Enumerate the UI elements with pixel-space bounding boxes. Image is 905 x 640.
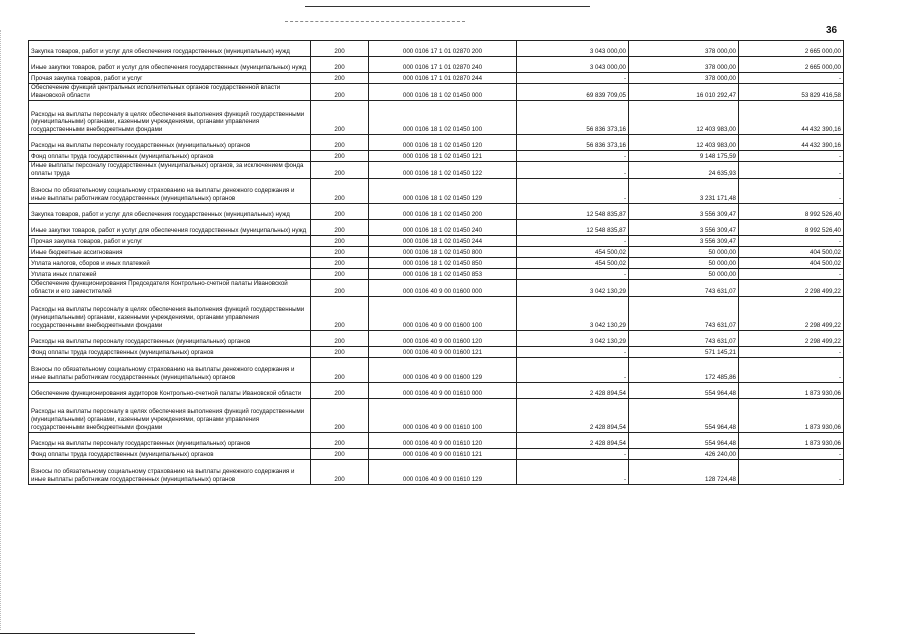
row-executed-amount: 3 556 309,47 [629, 204, 739, 220]
row-name: Фонд оплаты труда государственных (муниципальных) органов [29, 448, 311, 459]
row-approved-amount: 3 043 000,00 [517, 57, 629, 73]
row-approved-amount: - [517, 459, 629, 484]
row-line-code: 200 [311, 258, 369, 269]
row-approved-amount: - [517, 179, 629, 204]
row-classification-code: 000 0106 18 1 02 01450 850 [369, 258, 517, 269]
budget-execution-table [28, 40, 844, 485]
row-approved-amount: 3 042 130,29 [517, 280, 629, 297]
table-row [29, 398, 844, 432]
header-rule [305, 6, 590, 7]
row-remaining-amount: 1 873 930,06 [739, 382, 844, 398]
row-name: Иные закупки товаров, работ и услуг для обеспечения государственных (муниципальных) нужд [29, 220, 311, 236]
row-line-code: 200 [311, 280, 369, 297]
row-name: Фонд оплаты труда государственных (муниципальных) органов [29, 151, 311, 162]
row-executed-amount: 3 556 309,47 [629, 220, 739, 236]
row-remaining-amount: 44 432 390,16 [739, 101, 844, 135]
row-executed-amount: 743 631,07 [629, 330, 739, 346]
row-classification-code: 000 0106 18 1 02 01450 121 [369, 151, 517, 162]
row-line-code: 200 [311, 346, 369, 357]
row-name: Уплата иных платежей [29, 269, 311, 280]
table-row [29, 220, 844, 236]
row-approved-amount: 3 042 130,29 [517, 330, 629, 346]
row-executed-amount: 743 631,07 [629, 296, 739, 330]
row-classification-code: 000 0106 18 1 02 01450 122 [369, 162, 517, 179]
row-approved-amount: 3 043 000,00 [517, 41, 629, 57]
row-approved-amount: - [517, 162, 629, 179]
row-line-code: 200 [311, 236, 369, 247]
row-name: Расходы на выплаты персоналу в целях обеспечения выполнения функций государственными (муниципальными) органами, казенными учреждениями, органами управления государственными внебюджетными фондами [29, 296, 311, 330]
row-executed-amount: 50 000,00 [629, 258, 739, 269]
row-name: Обеспечение функций центральных исполнительных органов государственной власти Ивановской области [29, 84, 311, 101]
row-name: Иные выплаты персоналу государственных (муниципальных) органов, за исключением фонда оплаты труда [29, 162, 311, 179]
row-classification-code: 000 0106 40 9 00 01600 120 [369, 330, 517, 346]
table-body [29, 41, 844, 485]
table-row [29, 258, 844, 269]
row-remaining-amount: - [739, 162, 844, 179]
row-executed-amount: 3 556 309,47 [629, 236, 739, 247]
table-row [29, 247, 844, 258]
row-line-code: 200 [311, 398, 369, 432]
row-classification-code: 000 0106 18 1 02 01450 240 [369, 220, 517, 236]
row-remaining-amount: - [739, 179, 844, 204]
row-classification-code: 000 0106 18 1 02 01450 100 [369, 101, 517, 135]
binding-margin [0, 30, 7, 630]
row-remaining-amount: 2 298 499,22 [739, 330, 844, 346]
row-classification-code: 000 0106 40 9 00 01600 000 [369, 280, 517, 297]
row-executed-amount: 12 403 983,00 [629, 101, 739, 135]
row-approved-amount: - [517, 151, 629, 162]
row-executed-amount: 554 964,48 [629, 382, 739, 398]
row-classification-code: 000 0106 40 9 00 01610 000 [369, 382, 517, 398]
table-row [29, 101, 844, 135]
row-line-code: 200 [311, 135, 369, 151]
row-remaining-amount: 2 665 000,00 [739, 41, 844, 57]
row-line-code: 200 [311, 459, 369, 484]
row-line-code: 200 [311, 151, 369, 162]
row-executed-amount: 16 010 292,47 [629, 84, 739, 101]
row-executed-amount: 378 000,00 [629, 57, 739, 73]
row-executed-amount: 3 231 171,48 [629, 179, 739, 204]
row-line-code: 200 [311, 296, 369, 330]
row-name: Фонд оплаты труда государственных (муниципальных) органов [29, 346, 311, 357]
row-remaining-amount: - [739, 73, 844, 84]
row-line-code: 200 [311, 330, 369, 346]
table-row [29, 236, 844, 247]
row-executed-amount: 554 964,48 [629, 398, 739, 432]
table-row [29, 162, 844, 179]
row-classification-code: 000 0106 18 1 02 01450 200 [369, 204, 517, 220]
row-name: Взносы по обязательному социальному страхованию на выплаты денежного содержания и иные выплаты работникам государственных (муниципальных) органов [29, 459, 311, 484]
table-row [29, 151, 844, 162]
row-line-code: 200 [311, 448, 369, 459]
row-classification-code: 000 0106 40 9 00 01600 100 [369, 296, 517, 330]
table-row [29, 346, 844, 357]
row-name: Закупка товаров, работ и услуг для обеспечения государственных (муниципальных) нужд [29, 41, 311, 57]
row-executed-amount: 743 631,07 [629, 280, 739, 297]
row-remaining-amount: 53 829 416,58 [739, 84, 844, 101]
row-approved-amount: 2 428 894,54 [517, 382, 629, 398]
row-classification-code: 000 0106 40 9 00 01600 121 [369, 346, 517, 357]
row-name: Расходы на выплаты персоналу государственных (муниципальных) органов [29, 330, 311, 346]
row-classification-code: 000 0106 18 1 02 01450 800 [369, 247, 517, 258]
row-approved-amount: - [517, 236, 629, 247]
row-classification-code: 000 0106 18 1 02 01450 000 [369, 84, 517, 101]
row-classification-code: 000 0106 17 1 01 02870 240 [369, 57, 517, 73]
row-approved-amount: 69 839 709,05 [517, 84, 629, 101]
row-approved-amount: - [517, 346, 629, 357]
row-line-code: 200 [311, 73, 369, 84]
row-approved-amount: - [517, 357, 629, 382]
row-name: Закупка товаров, работ и услуг для обеспечения государственных (муниципальных) нужд [29, 204, 311, 220]
row-name: Расходы на выплаты персоналу государственных (муниципальных) органов [29, 432, 311, 448]
row-remaining-amount: 404 500,02 [739, 258, 844, 269]
row-executed-amount: 172 485,86 [629, 357, 739, 382]
row-name: Обеспечение функционирования Председателя Контрольно-счетной палаты Ивановской области и его заместителей [29, 280, 311, 297]
row-classification-code: 000 0106 18 1 02 01450 129 [369, 179, 517, 204]
row-name: Иные закупки товаров, работ и услуг для обеспечения государственных (муниципальных) нужд [29, 57, 311, 73]
row-line-code: 200 [311, 357, 369, 382]
row-remaining-amount: 404 500,02 [739, 247, 844, 258]
row-approved-amount: 2 428 894,54 [517, 432, 629, 448]
row-classification-code: 000 0106 40 9 00 01610 100 [369, 398, 517, 432]
row-line-code: 200 [311, 179, 369, 204]
row-line-code: 200 [311, 101, 369, 135]
table-row [29, 135, 844, 151]
row-classification-code: 000 0106 18 1 02 01450 120 [369, 135, 517, 151]
table-row [29, 280, 844, 297]
row-classification-code: 000 0106 40 9 00 01610 121 [369, 448, 517, 459]
row-classification-code: 000 0106 40 9 00 01610 129 [369, 459, 517, 484]
row-name: Взносы по обязательному социальному страхованию на выплаты денежного содержания и иные выплаты работникам государственных (муниципальных) органов [29, 179, 311, 204]
row-approved-amount: 3 042 130,29 [517, 296, 629, 330]
row-approved-amount: 454 500,02 [517, 258, 629, 269]
row-approved-amount: - [517, 448, 629, 459]
row-executed-amount: 9 148 175,59 [629, 151, 739, 162]
row-executed-amount: 50 000,00 [629, 269, 739, 280]
row-classification-code: 000 0106 17 1 01 02870 244 [369, 73, 517, 84]
row-remaining-amount: 1 873 930,06 [739, 398, 844, 432]
row-remaining-amount: 8 992 526,40 [739, 204, 844, 220]
row-line-code: 200 [311, 84, 369, 101]
row-executed-amount: 554 964,48 [629, 432, 739, 448]
row-name: Прочая закупка товаров, работ и услуг [29, 73, 311, 84]
header-dashed-rule [285, 21, 465, 22]
row-executed-amount: 378 000,00 [629, 73, 739, 84]
table-row [29, 269, 844, 280]
row-remaining-amount: 8 992 526,40 [739, 220, 844, 236]
row-classification-code: 000 0106 18 1 02 01450 244 [369, 236, 517, 247]
row-classification-code: 000 0106 17 1 01 02870 200 [369, 41, 517, 57]
row-name: Прочая закупка товаров, работ и услуг [29, 236, 311, 247]
row-remaining-amount: 2 665 000,00 [739, 57, 844, 73]
row-approved-amount: - [517, 269, 629, 280]
table-row [29, 179, 844, 204]
row-line-code: 200 [311, 269, 369, 280]
row-remaining-amount: - [739, 151, 844, 162]
row-executed-amount: 128 724,48 [629, 459, 739, 484]
row-line-code: 200 [311, 432, 369, 448]
row-remaining-amount: 44 432 390,16 [739, 135, 844, 151]
row-remaining-amount: 1 873 930,06 [739, 432, 844, 448]
row-executed-amount: 24 635,93 [629, 162, 739, 179]
row-line-code: 200 [311, 382, 369, 398]
row-name: Взносы по обязательному социальному страхованию на выплаты денежного содержания и иные выплаты работникам государственных (муниципальных) органов [29, 357, 311, 382]
row-approved-amount: 454 500,02 [517, 247, 629, 258]
table-row [29, 459, 844, 484]
row-executed-amount: 12 403 983,00 [629, 135, 739, 151]
row-classification-code: 000 0106 40 9 00 01610 120 [369, 432, 517, 448]
table-row [29, 84, 844, 101]
row-executed-amount: 426 240,00 [629, 448, 739, 459]
row-executed-amount: 50 000,00 [629, 247, 739, 258]
row-name: Расходы на выплаты персоналу государственных (муниципальных) органов [29, 135, 311, 151]
table-row [29, 204, 844, 220]
footer-rule [0, 633, 195, 634]
row-name: Расходы на выплаты персоналу в целях обеспечения выполнения функций государственными (муниципальными) органами, казенными учреждениями, органами управления государственными внебюджетными фондами [29, 101, 311, 135]
row-approved-amount: 12 548 835,87 [517, 220, 629, 236]
table-row [29, 330, 844, 346]
row-executed-amount: 571 145,21 [629, 346, 739, 357]
table-row [29, 382, 844, 398]
row-line-code: 200 [311, 247, 369, 258]
row-approved-amount: 56 836 373,16 [517, 101, 629, 135]
table-row [29, 41, 844, 57]
row-classification-code: 000 0106 40 9 00 01600 129 [369, 357, 517, 382]
table-row [29, 296, 844, 330]
row-approved-amount: 56 836 373,16 [517, 135, 629, 151]
row-remaining-amount: 2 298 499,22 [739, 280, 844, 297]
row-name: Иные бюджетные ассигнования [29, 247, 311, 258]
row-line-code: 200 [311, 204, 369, 220]
row-remaining-amount: - [739, 236, 844, 247]
row-line-code: 200 [311, 220, 369, 236]
row-approved-amount: 12 548 835,87 [517, 204, 629, 220]
row-executed-amount: 378 000,00 [629, 41, 739, 57]
row-classification-code: 000 0106 18 1 02 01450 853 [369, 269, 517, 280]
row-line-code: 200 [311, 57, 369, 73]
table-row [29, 357, 844, 382]
row-approved-amount: 2 428 894,54 [517, 398, 629, 432]
row-line-code: 200 [311, 41, 369, 57]
row-remaining-amount: - [739, 459, 844, 484]
row-remaining-amount: 2 298 499,22 [739, 296, 844, 330]
row-name: Обеспечение функционирования аудиторов Контрольно-счетной палаты Ивановской области [29, 382, 311, 398]
page-number: 36 [826, 25, 838, 36]
row-name: Уплата налогов, сборов и иных платежей [29, 258, 311, 269]
table-row [29, 73, 844, 84]
row-remaining-amount: - [739, 269, 844, 280]
table-row [29, 57, 844, 73]
table-row [29, 448, 844, 459]
row-approved-amount: - [517, 73, 629, 84]
row-name: Расходы на выплаты персоналу в целях обеспечения выполнения функций государственными (муниципальными) органами, казенными учреждениями, органами управления государственными внебюджетными фондами [29, 398, 311, 432]
row-remaining-amount: - [739, 346, 844, 357]
row-line-code: 200 [311, 162, 369, 179]
table-row [29, 432, 844, 448]
row-remaining-amount: - [739, 357, 844, 382]
row-remaining-amount: - [739, 448, 844, 459]
